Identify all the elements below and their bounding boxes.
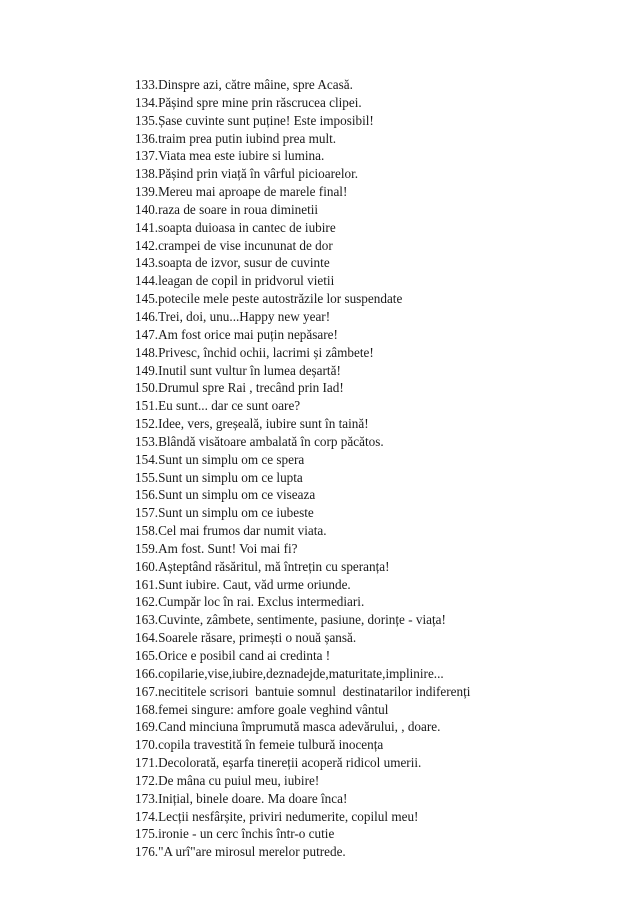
text-line: 155.Sunt un simplu om ce lupta xyxy=(135,469,303,485)
text-line: 150.Drumul spre Rai , trecând prin Iad! xyxy=(135,380,344,396)
text-line: 139.Mereu mai aproape de marele final! xyxy=(135,184,348,200)
text-line: 172.De mâna cu puiul meu, iubire! xyxy=(135,772,320,788)
text-line: 145.potecile mele peste autostrăzile lor suspendate xyxy=(135,291,403,307)
text-line: 153.Blândă visătoare ambalată în corp păcătos. xyxy=(135,433,384,449)
text-line: 149.Inutil sunt vultur în lumea deșartă! xyxy=(135,362,341,378)
text-line: 143.soapta de izvor, susur de cuvinte xyxy=(135,255,330,271)
text-line: 167.necititele scrisori bantuie somnul destinatarilor indiferenți xyxy=(135,683,471,699)
text-line: 176."A urî"are mirosul merelor putrede. xyxy=(135,844,346,860)
text-line: 146.Trei, doi, unu...Happy new year! xyxy=(135,308,331,324)
text-line: 138.Pășind prin viață în vârful picioarelor. xyxy=(135,166,359,182)
text-line: 133.Dinspre azi, către mâine, spre Acasă. xyxy=(135,77,353,92)
text-line: 174.Lecții nesfârșite, priviri nedumerite, copilul meu! xyxy=(135,808,419,824)
text-line: 168.femei singure: amfore goale veghind vântul xyxy=(135,701,389,717)
text-line: 170.copila travestită în femeie tulbură inocența xyxy=(135,737,384,753)
text-line: 169.Cand minciuna împrumută masca adevărului, , doare. xyxy=(135,719,441,735)
text-line: 141.soapta duioasa in cantec de iubire xyxy=(135,219,336,235)
text-line: 136.traim prea putin iubind prea mult. xyxy=(135,130,337,146)
text-line: 161.Sunt iubire. Caut, văd urme oriunde. xyxy=(135,576,351,592)
text-line: 159.Am fost. Sunt! Voi mai fi? xyxy=(135,540,298,556)
text-line: 135.Șase cuvinte sunt puține! Este imposibil! xyxy=(135,112,374,128)
text-line: 173.Inițial, binele doare. Ma doare înca! xyxy=(135,790,348,806)
text-line: 160.Așteptând răsăritul, mă întrețin cu speranța! xyxy=(135,558,390,574)
text-line: 148.Privesc, închid ochii, lacrimi și zâmbete! xyxy=(135,344,374,360)
text-line: 175.ironie - un cerc închis într-o cutie xyxy=(135,826,335,842)
text-line: 154.Sunt un simplu om ce spera xyxy=(135,451,305,467)
text-line: 166.copilarie,vise,iubire,deznadejde,maturitate,implinire... xyxy=(135,665,444,681)
text-line: 140.raza de soare in roua diminetii xyxy=(135,201,319,217)
text-line: 144.leagan de copil in pridvorul vietii xyxy=(135,273,335,289)
text-line: 142.crampei de vise incununat de dor xyxy=(135,237,333,253)
text-line: 164.Soarele răsare, primești o nouă șansă. xyxy=(135,630,357,646)
text-line: 151.Eu sunt... dar ce sunt oare? xyxy=(135,398,301,414)
text-line: 152.Idee, vers, greșeală, iubire sunt în taină! xyxy=(135,416,369,432)
text-line: 147.Am fost orice mai puțin nepăsare! xyxy=(135,326,338,342)
text-line: 134.Pășind spre mine prin răscrucea clipei. xyxy=(135,94,362,110)
text-line: 156.Sunt un simplu om ce viseaza xyxy=(135,487,316,503)
text-line: 162.Cumpăr loc în rai. Exclus intermediari. xyxy=(135,594,365,610)
text-line: 165.Orice e posibil cand ai credinta ! xyxy=(135,648,331,663)
text-line: 163.Cuvinte, zâmbete, sentimente, pasiune, dorințe - viața! xyxy=(135,612,446,628)
numbered-lines-list xyxy=(135,76,470,861)
text-line: 171.Decolorată, eșarfa tinereții acoperă ridicol umerii. xyxy=(135,755,422,771)
text-line: 157.Sunt un simplu om ce iubeste xyxy=(135,505,314,521)
text-line: 158.Cel mai frumos dar numit viata. xyxy=(135,523,327,539)
text-line: 137.Viata mea este iubire si lumina. xyxy=(135,148,325,164)
